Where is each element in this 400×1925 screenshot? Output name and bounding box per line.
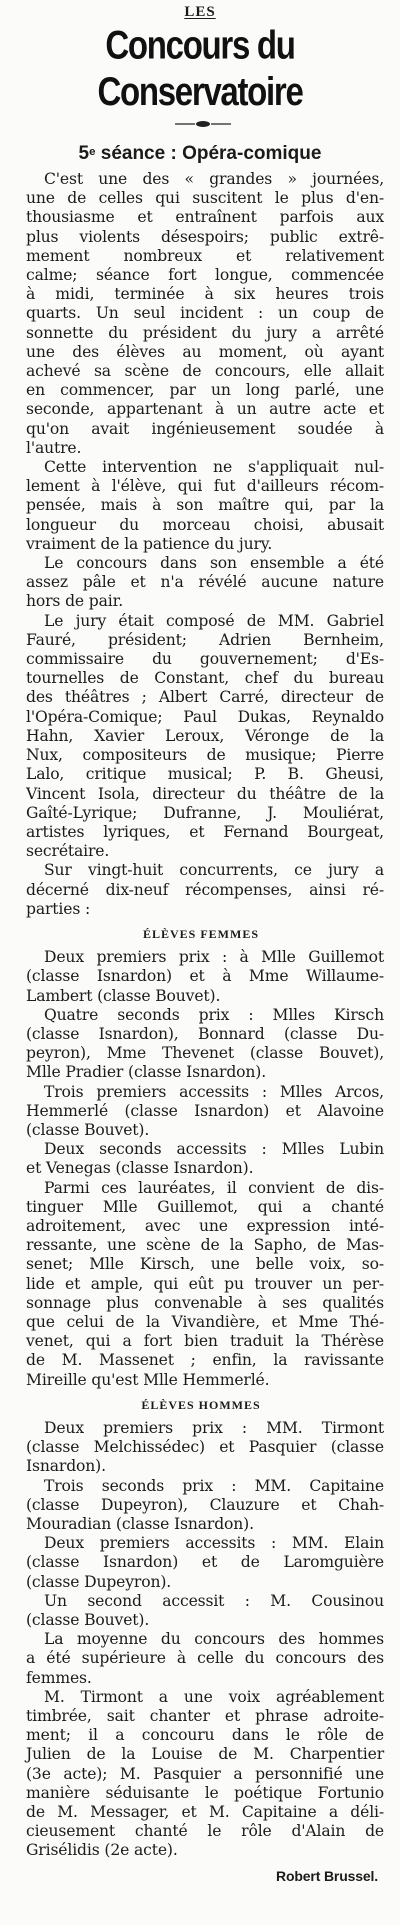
text-line: une de celles qui suscitent le plus d'en- bbox=[26, 189, 384, 208]
paragraph-awards-intro bbox=[18, 861, 384, 919]
text-line: tournelles de Constant, chef du bureau bbox=[26, 669, 384, 688]
text-line: Deux premiers prix : MM. Tirmont bbox=[44, 1419, 384, 1437]
award-entry-women bbox=[18, 1006, 384, 1083]
text-line: Trois seconds prix : MM. Capitaine bbox=[44, 1476, 384, 1495]
text-line: lement à l'élève, qui fut d'ailleurs récom- bbox=[26, 477, 384, 496]
text-line: et Venegas (classe Isnardon). bbox=[26, 1159, 254, 1178]
text-line: M. Tirmont a une voix agréablement bbox=[44, 1687, 384, 1706]
text-line: sonnette du président du jury a arrêté bbox=[26, 323, 384, 342]
text-line: calme; séance fort longue, commencée bbox=[26, 266, 384, 285]
text-line: Trois premiers accessits : Mlles Arcos, bbox=[44, 1082, 384, 1101]
text-line: timbrée, sait chanter et phrase adroite- bbox=[26, 1707, 384, 1726]
award-entry-men bbox=[18, 1477, 384, 1535]
section-heading-women: ÉLÈVES FEMMES bbox=[142, 926, 260, 941]
text-line: C'est une des « grandes » journées, bbox=[44, 170, 384, 188]
text-line: que celui de la Vivandière, et Mme Thé- bbox=[26, 1312, 384, 1331]
award-entry-women bbox=[18, 1083, 384, 1141]
subhead-number: 5 bbox=[78, 143, 90, 164]
text-line: Julien de la Louise de M. Charpentier bbox=[26, 1745, 384, 1764]
text-line: Gaîté-Lyrique; Dufranne, J. Mouliérat, bbox=[26, 803, 384, 822]
text-line: ressante, une scène de la Sapho, de Mas- bbox=[26, 1236, 384, 1255]
text-line: (classe Dupeyron). bbox=[26, 1572, 172, 1591]
text-line: (classe Bouvet). bbox=[26, 1611, 150, 1630]
text-line: assez pâle et n'a révélé aucune nature bbox=[26, 573, 384, 592]
text-line: venet, qui a fort bien traduit la Thérèse bbox=[26, 1332, 384, 1351]
paragraph-overview bbox=[18, 554, 384, 612]
text-line: Mireille qu'est Mlle Hemmerlé. bbox=[26, 1370, 270, 1389]
text-line: (classe Isnardon) et de Laromguière bbox=[26, 1553, 384, 1572]
text-line: Deux premiers prix : à Mlle Guillemot bbox=[44, 948, 384, 967]
text-line: secrétaire. bbox=[26, 842, 110, 861]
text-line: de M. Messager, et M. Capitaine a déli- bbox=[26, 1803, 384, 1822]
award-entry-women bbox=[18, 948, 384, 1006]
paragraph-intervention bbox=[18, 458, 384, 554]
text-line: Vincent Isola, directeur du théâtre de la bbox=[26, 784, 384, 803]
text-line: Sur vingt-huit concurrents, ce jury a bbox=[44, 861, 384, 880]
text-line: Hemmerlé (classe Isnardon) et Alavoine bbox=[26, 1101, 384, 1120]
text-line: à midi, terminée à six heures trois bbox=[26, 285, 384, 304]
text-line: (classe Isnardon), Bonnard (classe Du- bbox=[26, 1024, 384, 1043]
text-line: l'autre. bbox=[26, 438, 82, 457]
text-line: mement nombreux et relativement bbox=[26, 246, 384, 265]
text-line: Hahn, Xavier Leroux, Véronge de la bbox=[26, 726, 384, 745]
text-line: Cette intervention ne s'appliquait nul- bbox=[44, 458, 384, 477]
kicker: LES bbox=[184, 4, 216, 20]
text-line: qu'on avait ingénieusement soudée à bbox=[26, 419, 384, 438]
text-line: cieusement chanté le rôle d'Alain de bbox=[26, 1822, 384, 1841]
text-line: achevé sa scène de concours, elle allait bbox=[26, 362, 384, 381]
text-line: Parmi ces lauréates, il convient de dis- bbox=[44, 1178, 384, 1197]
text-line: tinguer Mlle Guillemot, qui a chanté bbox=[26, 1197, 384, 1216]
text-line: Quatre seconds prix : Mlles Kirsch bbox=[44, 1005, 384, 1024]
subhead-sup: e bbox=[89, 146, 96, 158]
text-line: peyron), Mme Thevenet (classe Bouvet), bbox=[26, 1044, 384, 1063]
text-line: longueur du morceau choisi, abusait bbox=[26, 515, 384, 534]
text-line: Deux seconds accessits : Mlles Lubin bbox=[44, 1140, 384, 1159]
paragraph-intro bbox=[18, 170, 384, 458]
text-line: thousiasme et entraînent parfois aux bbox=[26, 208, 384, 227]
text-line: (classe Isnardon) et à Mme Willaume- bbox=[26, 967, 384, 986]
text-line: sonnage plus convenable à ses qualités bbox=[26, 1293, 384, 1312]
text-line: plus violents désespoirs; public extrê- bbox=[26, 227, 384, 246]
subhead-text: séance : Opéra-comique bbox=[95, 143, 322, 164]
award-entry-men bbox=[18, 1534, 384, 1592]
subhead bbox=[0, 143, 400, 165]
paragraph-average bbox=[18, 1630, 384, 1688]
text-line: une des élèves au moment, où ayant bbox=[26, 342, 384, 361]
text-line: Deux premiers accessits : MM. Elain bbox=[44, 1534, 384, 1553]
text-line: des théâtres ; Albert Carré, directeur de bbox=[26, 688, 384, 707]
text-line: Isnardon). bbox=[26, 1457, 106, 1476]
text-line: Grisélidis (2e acte). bbox=[26, 1841, 178, 1860]
award-entry-women bbox=[18, 1140, 384, 1178]
text-line: Mlle Pradier (classe Isnardon). bbox=[26, 1063, 267, 1082]
text-line: hors de pair. bbox=[26, 592, 124, 611]
text-line: La moyenne du concours des hommes bbox=[44, 1630, 384, 1649]
text-line: Lambert (classe Bouvet). bbox=[26, 986, 221, 1005]
text-line: Nux, compositeurs de musique; Pierre bbox=[26, 746, 384, 765]
ornament-divider bbox=[175, 119, 231, 129]
text-line: Lalo, critique musical; P. B. Gheusi, bbox=[26, 765, 384, 784]
text-line: artistes lyriques, et Fernand Bourgeat, bbox=[26, 822, 384, 841]
text-line: quarts. Un seul incident : un coup de bbox=[26, 304, 384, 323]
award-entry-men bbox=[18, 1592, 384, 1630]
text-line: (classe Bouvet). bbox=[26, 1120, 150, 1139]
paragraph-women-review bbox=[18, 1179, 384, 1390]
text-line: ment; il a concouru dans le rôle de bbox=[26, 1726, 384, 1745]
text-line: l'Opéra-Comique; Paul Dukas, Reynaldo bbox=[26, 707, 384, 726]
award-entry-men bbox=[18, 1419, 384, 1477]
text-line: manière séduisante le poétique Fortunio bbox=[26, 1783, 384, 1802]
text-line: adroitement, avec une expression inté- bbox=[26, 1216, 384, 1235]
text-line: Le jury était composé de MM. Gabriel bbox=[44, 611, 384, 630]
text-line: de M. Massenet ; enfin, la ravissante bbox=[26, 1351, 384, 1370]
text-line: a été supérieure à celle du concours des bbox=[26, 1649, 384, 1668]
author-signature: Robert Brussel. bbox=[276, 1867, 378, 1884]
text-line: vraiment de la patience du jury. bbox=[26, 534, 273, 553]
text-line: en commencer, par un long parlé, une bbox=[26, 381, 384, 400]
text-line: lide et ample, qui eût pu trouver un per- bbox=[26, 1274, 384, 1293]
text-line: Un second accessit : M. Cousinou bbox=[44, 1591, 384, 1610]
article-body bbox=[18, 170, 384, 1886]
text-line: décerné dix-neuf récompenses, ainsi ré- bbox=[26, 880, 384, 899]
text-line: pensée, mais à son maître qui, par la bbox=[26, 496, 384, 515]
text-line: (classe Dupeyron), Clauzure et Chah- bbox=[26, 1495, 384, 1514]
headline: Concours du Conservatoire bbox=[97, 22, 303, 114]
text-line: parties : bbox=[26, 899, 91, 918]
text-line: Le concours dans son ensemble a été bbox=[44, 554, 384, 573]
text-line: seconde, appartenant à un autre acte et bbox=[26, 400, 384, 419]
text-line: Fauré, président; Adrien Bernheim, bbox=[26, 630, 384, 649]
text-line: (classe Melchissédec) et Pasquier (classe bbox=[26, 1438, 384, 1457]
text-line: commissaire du gouvernement; d'Es- bbox=[26, 650, 384, 669]
paragraph-men-review bbox=[18, 1688, 384, 1861]
text-line: Mouradian (classe Isnardon). bbox=[26, 1515, 254, 1534]
text-line: (3e acte); M. Pasquier a personnifié une bbox=[26, 1764, 384, 1783]
text-line: senet; Mlle Kirsch, une belle voix, so- bbox=[26, 1255, 384, 1274]
text-line: femmes. bbox=[26, 1668, 92, 1687]
section-heading-men: ÉLÈVES HOMMES bbox=[141, 1397, 261, 1412]
paragraph-jury bbox=[18, 612, 384, 862]
